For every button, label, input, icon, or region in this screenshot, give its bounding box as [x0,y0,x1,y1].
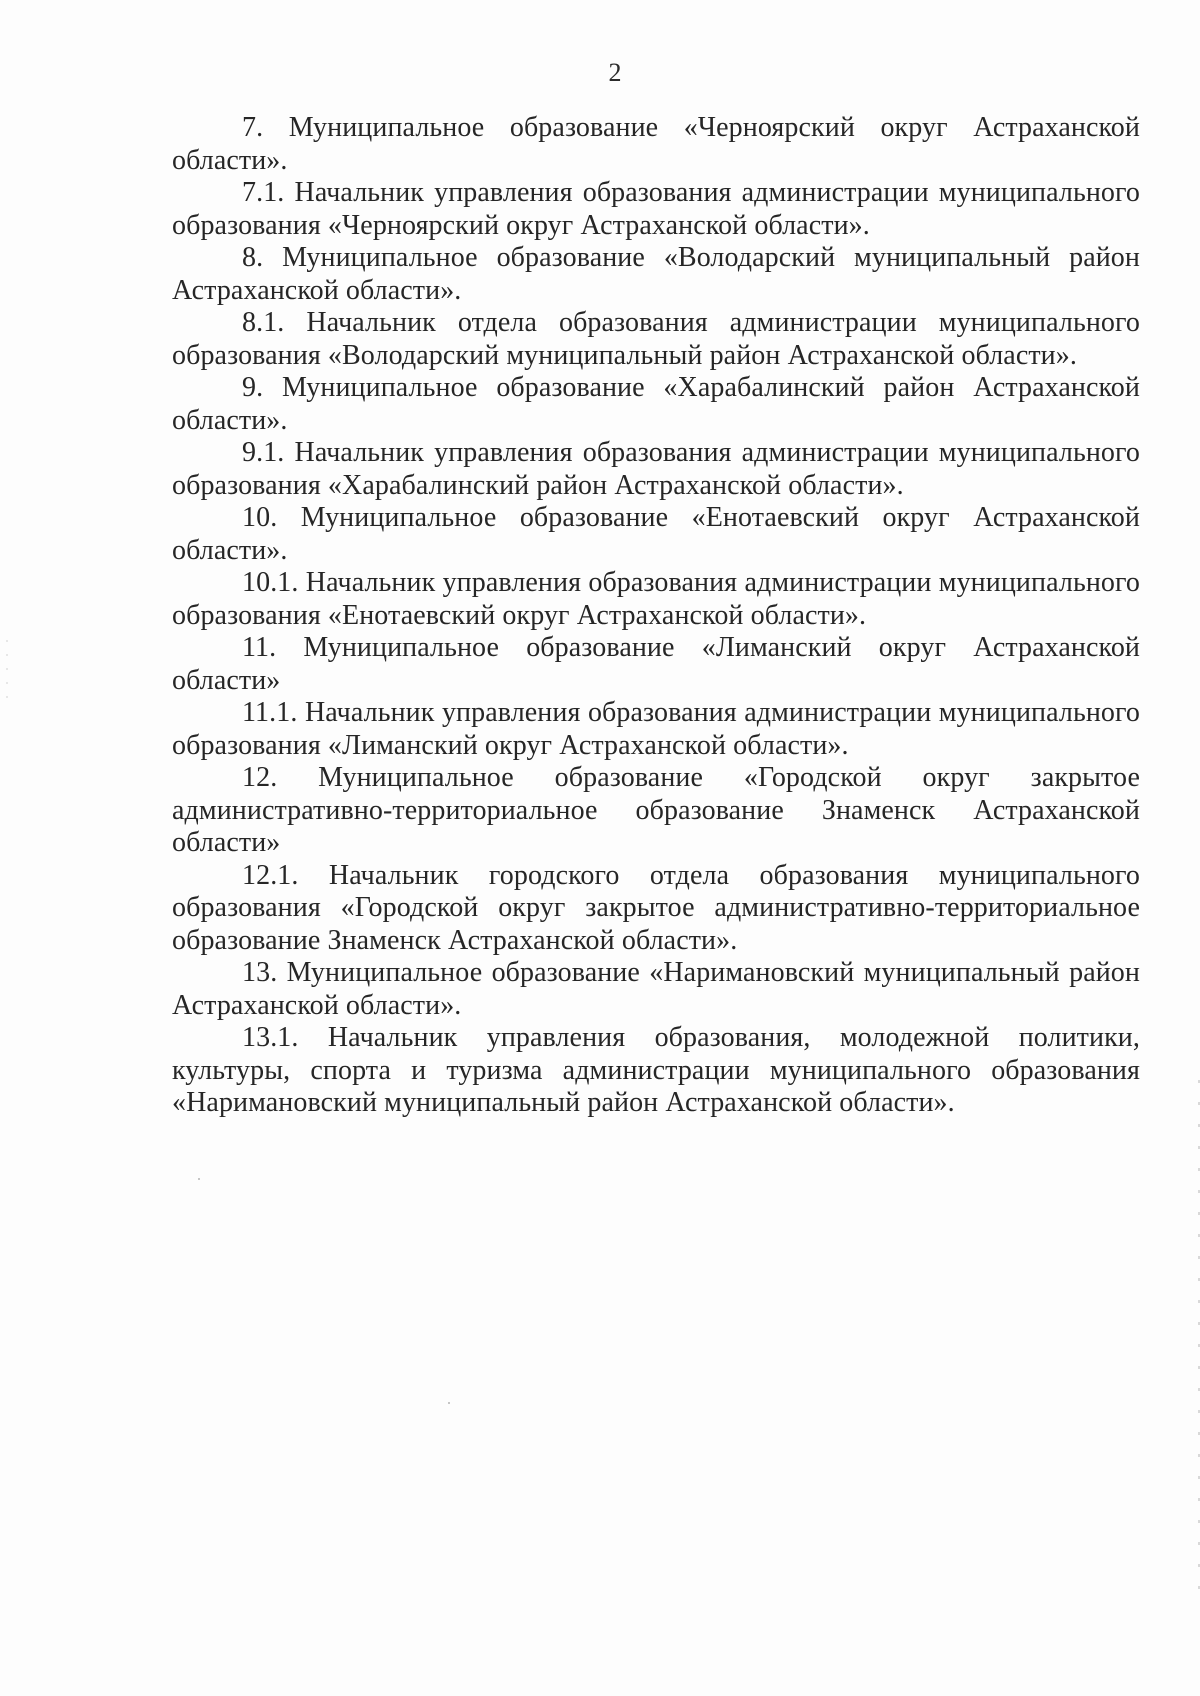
paragraph-7-1: 7.1. Начальник управления образования администрации муниципального образования «Черноярский округ Астраханской области». [172,177,1140,241]
document-body [172,112,1140,1120]
paragraph-7: 7. Муниципальное образование «Черноярский округ Астраханской области». [172,112,1140,176]
scan-speck [198,1178,200,1180]
paragraph-12: 12. Муниципальное образование «Городской округ закрытое административно-территориальное образование Знаменск Астраханской области» [172,762,1140,858]
paragraph-8-1: 8.1. Начальник отдела образования администрации муниципального образования «Володарский муниципальный район Астраханской области». [172,307,1140,371]
paragraph-13-1: 13.1. Начальник управления образования, молодежной политики, культуры, спорта и туризма администрации муниципального образования «Наримановский муниципальный район Астраханской области». [172,1022,1140,1118]
paragraph-12-1: 12.1. Начальник городского отдела образования муниципального образования «Городской округ закрытое административно-территориальное образование Знаменск Астраханской области». [172,859,1140,956]
paragraph-9-1: 9.1. Начальник управления образования администрации муниципального образования «Харабалинский район Астраханской области». [172,437,1140,501]
scan-edge-artifact-left [6,640,8,700]
paragraph-8: 8. Муниципальное образование «Володарский муниципальный район Астраханской области». [172,242,1140,306]
paragraph-11-1: 11.1. Начальник управления образования администрации муниципального образования «Лиманский округ Астраханской области». [172,697,1140,761]
paragraph-10: 10. Муниципальное образование «Енотаевский округ Астраханской области». [172,502,1140,566]
paragraph-9: 9. Муниципальное образование «Харабалинский район Астраханской области». [172,372,1140,436]
paragraph-10-1: 10.1. Начальник управления образования администрации муниципального образования «Енотаевский округ Астраханской области». [172,567,1140,631]
paragraph-13: 13. Муниципальное образование «Наримановский муниципальный район Астраханской области». [172,957,1140,1021]
paragraph-11: 11. Муниципальное образование «Лиманский округ Астраханской области» [172,632,1140,696]
scan-speck [448,1402,450,1404]
page-number: 2 [608,58,622,87]
